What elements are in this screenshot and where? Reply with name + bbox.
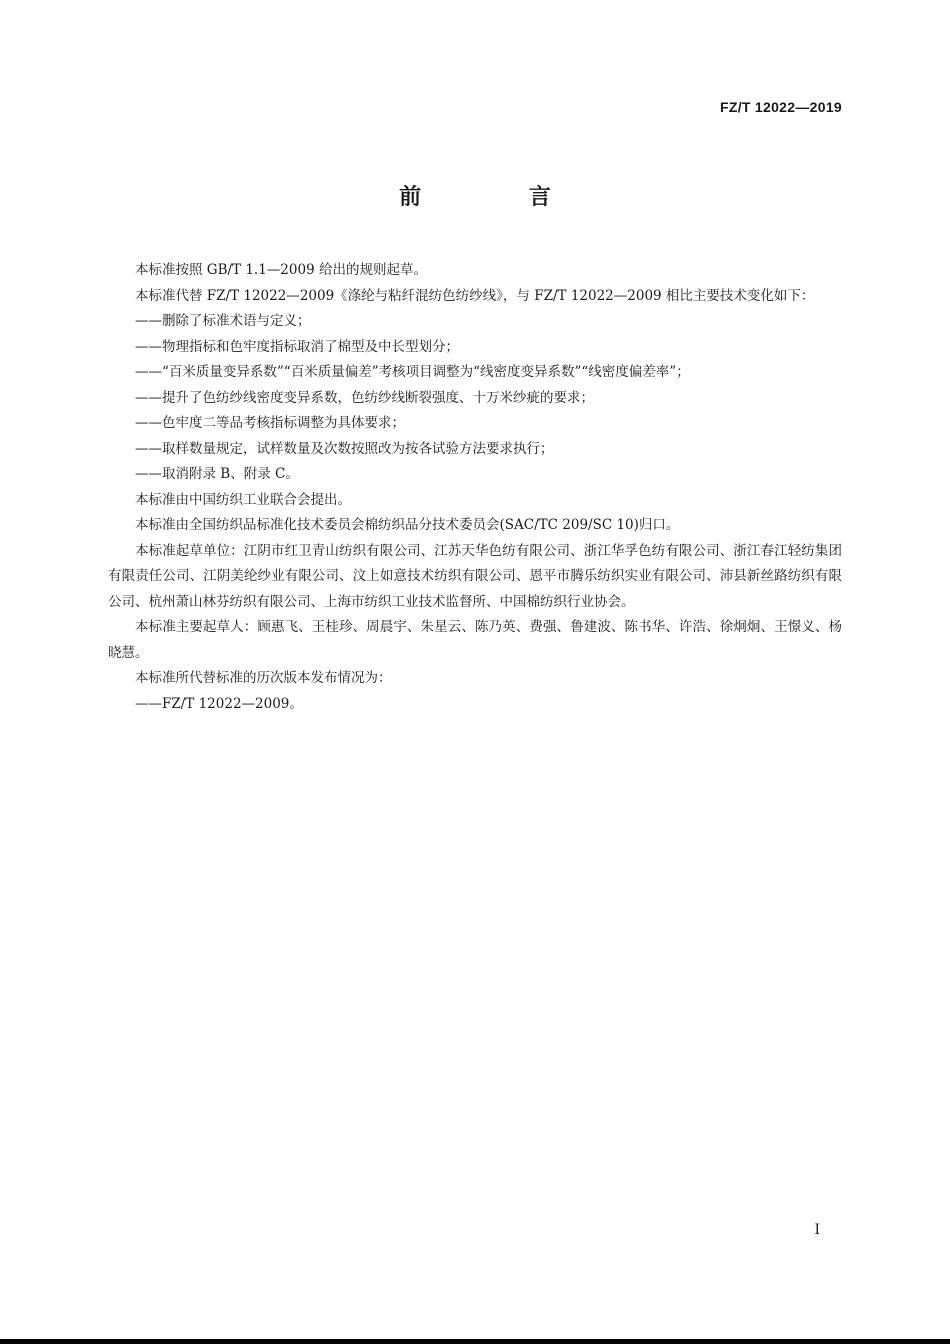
paragraph-drafting-rules: 本标准按照 GB/T 1.1—2009 给出的规则起草。 — [135, 262, 427, 278]
paragraph-proposed-by: 本标准由中国纺织工业联合会提出。 — [135, 491, 351, 508]
foreword-body — [108, 258, 842, 717]
bottom-border — [0, 1339, 950, 1344]
change-item: ——物理指标和色牢度指标取消了棉型及中长型划分； — [135, 338, 459, 355]
paragraph-drafters: 本标准主要起草人：顾惠飞、王桂珍、周晨宇、朱星云、陈乃英、费强、鲁建波、陈书华、许浩、徐炯炯、王憬义、杨晓慧。 — [108, 619, 842, 661]
change-item: ——提升了色纺纱线密度变异系数，色纺纱线断裂强度、十万米纱疵的要求； — [135, 389, 594, 406]
previous-edition-item: ——FZ/T 12022—2009。 — [135, 695, 303, 712]
standard-code: FZ/T 12022—2019 — [719, 99, 842, 115]
change-item: ——删除了标准术语与定义； — [135, 313, 311, 329]
change-item: ——取样数量规定，试样数量及次数按照改为按各试验方法要求执行； — [135, 440, 554, 457]
page-title: 前 言 — [399, 185, 601, 210]
change-item: ——取消附录 B、附录 C。 — [135, 466, 299, 482]
paragraph-drafting-units: 本标准起草单位：江阴市红卫青山纺织有限公司、江苏天华色纺有限公司、浙江华孚色纺有限公司、浙江春江轻纺集团有限责任公司、江阴美纶纱业有限公司、汶上如意技术纺织有限公司、恩平市腾乐纺织实业有限公司、沛县新丝路纺织有限公司、杭州萧山林芬纺织有限公司、上海市纺织工业技术监督所、中国棉纺织行业协会。 — [108, 542, 842, 610]
change-item: ——色牢度二等品考核指标调整为具体要求； — [135, 415, 405, 431]
paragraph-replaces: 本标准代替 FZ/T 12022—2009《涤纶与粘纤混纺色纺纱线》，与 FZ/T 12022—2009 相比主要技术变化如下： — [135, 287, 815, 304]
page-number: I — [814, 1222, 820, 1238]
paragraph-centralized-by: 本标准由全国纺织品标准化技术委员会棉纺织品分技术委员会(SAC/TC 209/SC 10)归口。 — [135, 517, 680, 533]
change-item: ——“百米质量变异系数”“百米质量偏差”考核项目调整为“线密度变异系数”“线密度偏差率”； — [135, 364, 690, 380]
paragraph-previous-editions: 本标准所代替标准的历次版本发布情况为： — [135, 670, 392, 686]
